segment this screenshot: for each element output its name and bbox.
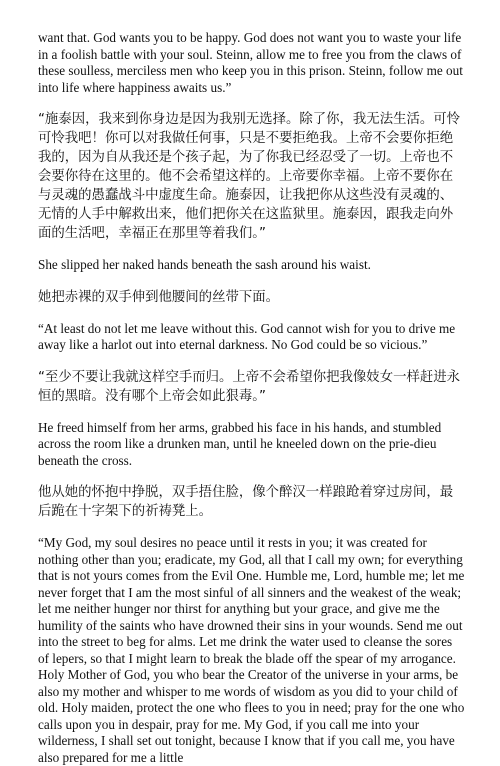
paragraph-english: “My God, my soul desires no peace until it rests in you; it was created for nothing other than you; eradicate, my God, all that I call my own; for everything that is not yours comes from the Evil One. Humble me, Lord, humble me; let me never forget that I am the most sinful of all sinners and the weakest of the weak; let me neither hunger nor thirst for anything but your grace, and give me the humility of the saints who have drowned their sins in your wounds. Send me out into the street to beg for alms. Let me drink the water used to cleanse the sores of lepers, so that I might learn to break the blade off the spear of my arrogance. Holy Mother of God, you who bear the Creator of the universe in your arms, be also my mother and whisper to me words of wisdom as you did to your child of old. Holy maiden, protect the one who flees to you in need; pray for the one who calls upon you in despair, pray for me. My God, if you call me into your wilderness, I shall set out tonight, because I know that if you call me, you have also prepared for me a little (38, 535, 465, 765)
paragraph-english: want that. God wants you to be happy. God does not want you to waste your life in a foolish battle with your soul. Steinn, allow me to free you from the claws of these soulless, merciless men who keep you in this prison. Steinn, follow me out into life where happiness awaits us.” (38, 30, 463, 95)
paragraph-chinese: 他从她的怀抱中挣脱，双手捂住脸，像个醉汉一样踉跄着穿过房间，最后跪在十字架下的祈祷凳上。 (38, 485, 454, 519)
paragraph-english: She slipped her naked hands beneath the sash around his waist. (38, 257, 371, 272)
paragraph-english: “At least do not let me leave without this. God cannot wish for you to drive me away like a harlot out into eternal darkness. No God could be so vicious.” (38, 320, 456, 352)
paragraph-chinese: “施泰因，我来到你身边是因为我别无选择。除了你，我无法生活。可怜可怜我吧！你可以对我做任何事，只是不要拒绝我。上帝不会要你拒绝我的，因为自从我还是个孩子起，为了你我已经忍受了一切。上帝也不会要你待在这里的。他不会希望这样的。上帝要你幸福。上帝不要你在与灵魂的愚蠢战斗中虚度生命。施泰因，让我把你从这些没有灵魂的、无情的人手中解救出来，他们把你关在这监狱里。施泰因，跟我走向外面的生活吧，幸福正在那里等着我们。” (38, 112, 461, 241)
paragraph-english: He freed himself from her arms, grabbed his face in his hands, and stumbled across the room like a drunken man, until he kneeled down on the prie-dieu beneath the cross. (38, 419, 442, 468)
paragraph-chinese: “至少不要让我就这样空手而归。上帝不会希望你把我像妓女一样赶进永恒的黑暗。没有哪个上帝会如此狠毒。” (38, 369, 461, 404)
paragraph-chinese: 她把赤裸的双手伸到他腰间的丝带下面。 (38, 289, 280, 305)
